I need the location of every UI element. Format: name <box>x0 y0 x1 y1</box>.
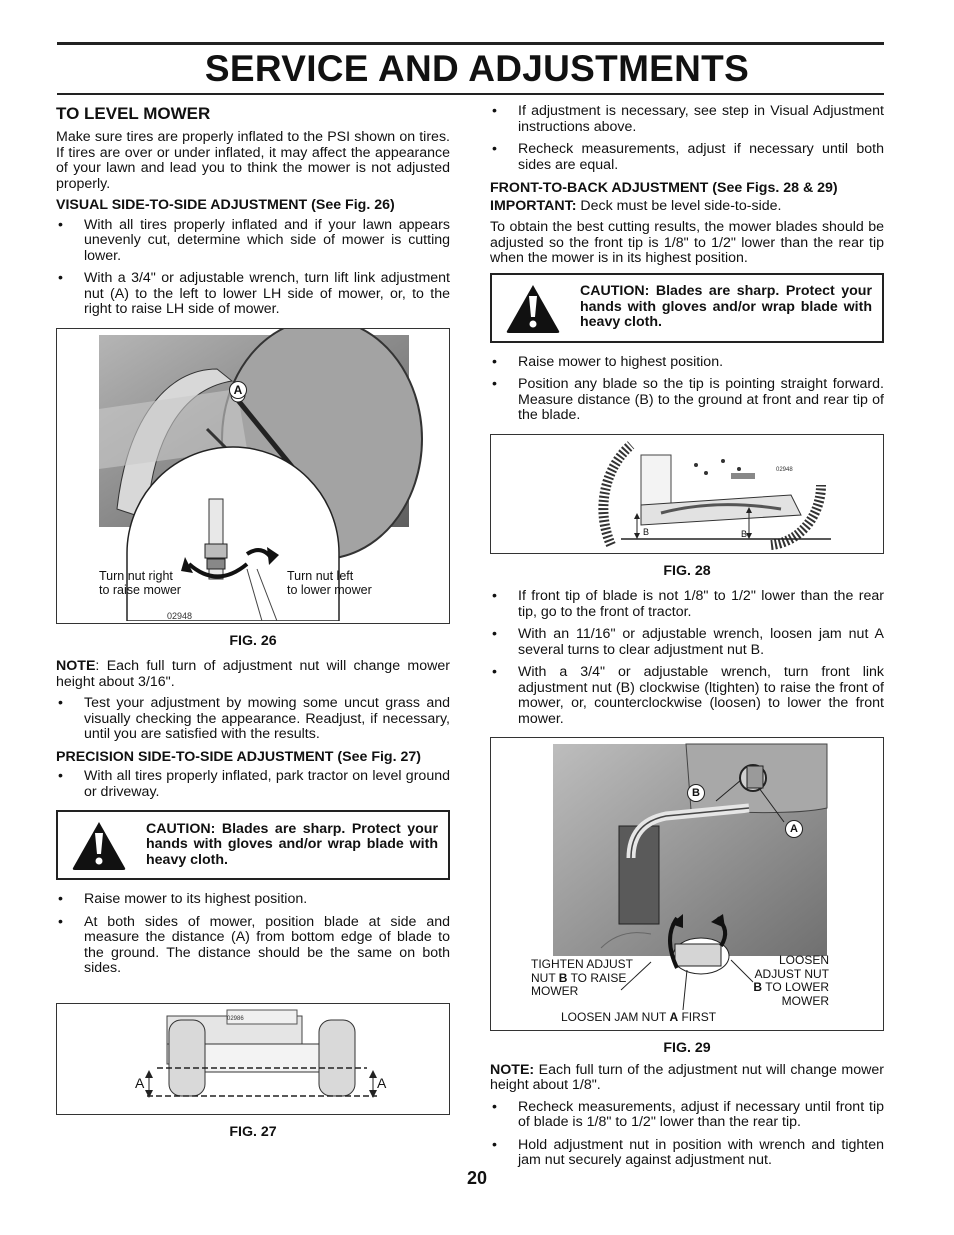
intro-paragraph: Make sure tires are properly inflated to the PSI shown on tires. If tires are over or under inflated, it may affect the appearance of your lawn and lead you to think the mower is not adjusted properly. <box>56 129 450 192</box>
note-paragraph <box>56 659 450 690</box>
fig29-label-a: A <box>785 820 803 838</box>
tighten-to-raise: TO RAISE <box>567 970 627 985</box>
turn-left-line2: to lower mower <box>287 582 372 597</box>
list-item: • With a 3/4" or adjustable wrench, turn lift link adjustment nut (A) to the left to lower LH side of mower, or, to the right to raise LH side of mower. <box>56 271 450 318</box>
warning-triangle-icon <box>504 282 562 334</box>
important-paragraph <box>490 199 884 215</box>
front-to-back-heading: FRONT-TO-BACK ADJUSTMENT (See Figs. 28 & 29) <box>490 180 838 196</box>
fig27-code: 02986 <box>227 1015 244 1022</box>
list-item: • Position any blade so the tip is pointing straight forward. Measure distance (B) to the ground at front and rear tip of the blade. <box>490 377 884 424</box>
note-label: NOTE <box>56 658 96 674</box>
fig26-turn-left-label <box>287 569 372 597</box>
caution-text: CAUTION: Blades are sharp. Protect your hands with gloves and/or wrap blade with heavy cloth. <box>146 820 438 868</box>
list-item: • With an 11/16" or adjustable wrench, loosen jam nut A several turns to clear adjustment nut B. <box>490 627 884 658</box>
fig29-jam-nut-label <box>561 1010 716 1024</box>
important-label: IMPORTANT: <box>490 197 577 214</box>
left-column <box>56 104 450 1150</box>
loosen-line4: MOWER <box>781 993 829 1008</box>
fig27-label-a-right: A <box>377 1074 387 1091</box>
tighten-nut: NUT <box>531 970 559 985</box>
fig26-turn-right-label <box>99 569 181 597</box>
tighten-line2 <box>531 972 633 986</box>
adjust-bullets <box>490 589 884 727</box>
page-number: 20 <box>466 1168 488 1188</box>
fig26-label-a: A <box>229 381 247 399</box>
tighten-b: B <box>558 970 568 985</box>
list-item: • Recheck measurements, adjust if necessary until both sides are equal. <box>490 142 884 173</box>
final-bullets <box>490 1100 884 1169</box>
warning-triangle-icon <box>70 819 128 871</box>
fig28-label-b-front: B <box>643 526 650 537</box>
loosen-line2: ADJUST NUT <box>754 966 829 981</box>
turn-left-line1: Turn nut left <box>287 568 354 583</box>
raise-bullets <box>490 355 884 424</box>
figure-26 <box>56 328 450 624</box>
jam-a: A <box>669 1010 679 1024</box>
fig28-label-b-rear: B <box>741 528 748 539</box>
list-item: • Test your adjustment by mowing some uncut grass and visually checking the appearance. Readjust, if necessary, until you are satisfied with the results. <box>56 696 450 743</box>
turn-right-line2: to raise mower <box>99 582 181 597</box>
list-item: • With a 3/4" or adjustable wrench, turn front link adjustment nut (B) clockwise (ltighten) to raise the front of mower, or, counterclockwise (loosen) to lower the front mower. <box>490 665 884 727</box>
visual-adjustment-heading: VISUAL SIDE-TO-SIDE ADJUSTMENT (See Fig. 26) <box>56 197 395 213</box>
jam-first: FIRST <box>678 1010 717 1024</box>
top-rule <box>57 42 884 45</box>
fig28-illustration <box>491 435 883 551</box>
raise-bullets <box>56 892 450 977</box>
fig26-caption: FIG. 26 <box>229 632 277 649</box>
list-item: • At both sides of mower, position blade at side and measure the distance (A) from bottom edge of blade to the ground. The distance should be the same on both sides. <box>56 915 450 977</box>
fig29-tighten-label <box>531 958 633 999</box>
caution-box <box>56 810 450 880</box>
note-text: : Each full turn of adjustment nut will change mower height about 3/16". <box>56 658 450 690</box>
section-heading: TO LEVEL MOWER <box>56 104 211 123</box>
right-column <box>490 104 884 1176</box>
figure-27 <box>56 1003 450 1115</box>
list-item: • Raise mower to highest position. <box>490 355 884 371</box>
note-text: Each full turn of the adjustment nut will change mower height about 1/8". <box>490 1061 884 1093</box>
title-underline <box>57 93 884 95</box>
list-item: • With all tires properly inflated and if your lawn appears unevenly cut, determine which side of mower is cutting lower. <box>56 218 450 265</box>
fig26-code: 02948 <box>167 610 193 621</box>
jam-text: LOOSEN JAM NUT <box>561 1010 670 1024</box>
caution-box <box>490 273 884 343</box>
note-label: NOTE: <box>490 1061 535 1078</box>
list-item: • If adjustment is necessary, see step in Visual Adjustment instructions above. <box>490 104 884 135</box>
loosen-to-lower: TO LOWER <box>762 980 829 994</box>
fig27-caption: FIG. 27 <box>229 1123 277 1140</box>
list-item: • Hold adjustment nut in position with wrench and tighten jam nut securely against adjustment nut. <box>490 1138 884 1169</box>
ftb-intro: To obtain the best cutting results, the mower blades should be adjusted so the front tip is 1/8" to 1/2" lower than the rear tip when the mower is in its highest position. <box>490 219 884 266</box>
fig28-caption: FIG. 28 <box>663 562 711 579</box>
list-item: • If front tip of blade is not 1/8" to 1/2" lower than the rear tip, go to the front of tractor. <box>490 589 884 620</box>
visual-bullets <box>56 218 450 318</box>
important-text: Deck must be level side-to-side. <box>576 197 782 214</box>
tighten-line3: MOWER <box>531 984 579 998</box>
loosen-line3 <box>747 981 829 995</box>
fig29-caption: FIG. 29 <box>663 1040 711 1056</box>
loosen-b: B <box>753 980 763 994</box>
top-bullets <box>490 104 884 173</box>
fig28-code: 02948 <box>776 466 793 473</box>
fig29-loosen-label <box>747 954 829 1008</box>
fig27-illustration <box>57 1004 449 1112</box>
test-bullets <box>56 696 450 743</box>
tighten-line1: TIGHTEN ADJUST <box>531 957 634 971</box>
list-item: • With all tires properly inflated, park tractor on level ground or driveway. <box>56 769 450 800</box>
precision-bullets <box>56 769 450 800</box>
note-paragraph <box>490 1063 884 1094</box>
loosen-line1: LOOSEN <box>778 953 829 967</box>
precision-heading: PRECISION SIDE-TO-SIDE ADJUSTMENT (See Fig. 27) <box>56 748 421 765</box>
turn-right-line1: Turn nut right <box>99 568 173 583</box>
page-title: SERVICE AND ADJUSTMENTS <box>204 48 750 89</box>
list-item: • Raise mower to its highest position. <box>56 892 450 908</box>
figure-28 <box>490 434 884 554</box>
fig29-label-b: B <box>687 784 705 802</box>
fig27-label-a-left: A <box>135 1074 145 1091</box>
figure-29 <box>490 737 884 1031</box>
caution-text: CAUTION: Blades are sharp. Protect your hands with gloves and/or wrap blade with heavy cloth. <box>580 283 872 331</box>
list-item: • Recheck measurements, adjust if necessary until front tip of blade is 1/8" to 1/2" lower than the rear tip. <box>490 1100 884 1131</box>
